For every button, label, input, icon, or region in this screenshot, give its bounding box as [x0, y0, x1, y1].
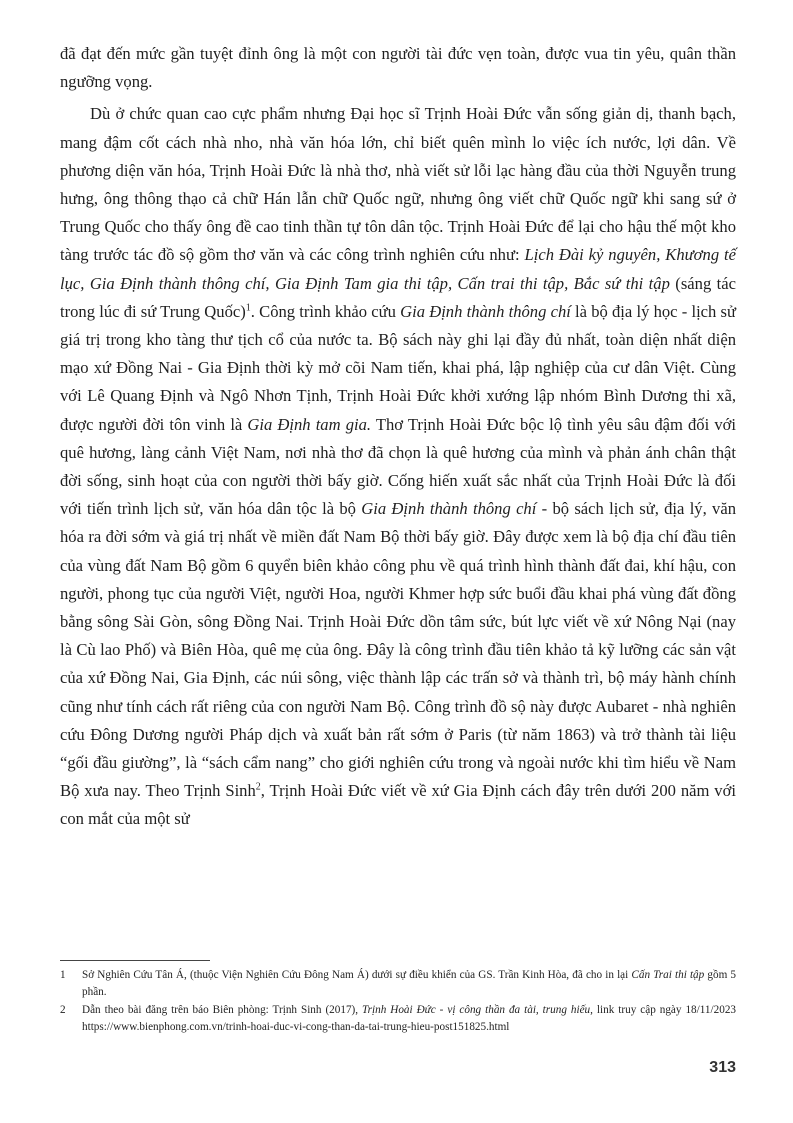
footnote-text: link truy cập ngày 18/11/2023 https://www.bienphong.com.vn/trinh-hoai-duc-vi-cong-than-da-tai-trung-hieu-post151825.html — [82, 1004, 737, 1033]
paragraph-continued: đã đạt đến mức gần tuyệt đỉnh ông là một con người tài đức vẹn toàn, được vua tin yêu, quân thần ngưỡng vọng. — [60, 44, 736, 92]
italic-title-text: Lịch Đài kỷ nguyên, Khương tế lục, Gia Định thành thông chí, Gia Định Tam gia thi tập, Cấn trai thi tập, Bắc sứ thi tập — [60, 245, 736, 293]
page-body — [60, 40, 736, 834]
paragraph-text: - bộ sách lịch sử, địa lý, văn hóa ra đời sớm và giá trị nhất về miền đất Nam Bộ thời bấy giờ. Đây được xem là bộ địa chí đầu tiên của vùng đất Nam Bộ gồm 6 quyển biên khảo công phu về quá trình hình thành đất đai, khí hậu, con người, phong tục của người Việt, người Hoa, người Khmer hợp sức buổi đầu khai phá vùng đất đồng bằng sông Sài Gòn, sông Đồng Nai. Trịnh Hoài Đức dồn tâm sức, bút lực viết về xứ Nông Nại (nay là Cù lao Phố) và Biên Hòa, quê mẹ của ông. Đây là công trình đầu tiên khảo tả kỹ lưỡng các sản vật của xứ Đồng Nai, Gia Định, các núi sông, việc thành lập các trấn sở và thành trì, bộ máy hành chính cũng như tính cách rất riêng của con người Nam Bộ. Công trình đồ sộ này được Aubaret - nhà nghiên cứu Đông Dương người Pháp dịch và xuất bản rất sớm ở Paris (từ năm 1863) và trở thành tài liệu “gối đầu giường”, là “sách cẩm nang” cho giới nghiên cứu trong và ngoài nước khi tìm hiểu về Nam Bộ xưa nay. Theo Trịnh Sinh — [60, 499, 736, 801]
italic-title-text: Gia Định tam gia. — [247, 414, 372, 434]
page-number: 313 — [709, 1059, 736, 1076]
footnote-text: gồm 5 phần. — [82, 969, 737, 998]
footnote-item — [60, 967, 736, 1001]
footnote-text: Dẫn theo bài đăng trên báo Biên phòng: Trịnh Sinh (2017), — [82, 1004, 363, 1016]
footnote-item — [60, 1002, 736, 1036]
footnote-italic-text: Cấn Trai thi tập — [631, 969, 705, 981]
paragraph-text: , Trịnh Hoài Đức viết về xứ Gia Định cách đây trên dưới 200 năm với con mắt của một sử — [60, 781, 736, 829]
paragraph-text: . Công trình khảo cứu — [250, 301, 401, 321]
footnote-number: 1 — [60, 969, 66, 981]
paragraph-text: Dù ở chức quan cao cực phẩm nhưng Đại học sĩ Trịnh Hoài Đức vẫn sống giản dị, thanh bạch, mang đậm cốt cách nhà nho, nhà văn hóa lớn, chỉ biết quên mình lo việc ích nước, lợi dân. Về phương diện văn hóa, Trịnh Hoài Đức là nhà thơ, nhà viết sử lỗi lạc hàng đầu của thời Nguyễn trung hưng, ông thông thạo cả chữ Hán lẫn chữ Quốc ngữ, nhưng ông viết chữ Quốc ngữ khi sang sứ ở Trung Quốc cho thấy ông đề cao tinh thần tự tôn dân tộc. Trịnh Hoài Đức để lại cho hậu thế một kho tàng trước tác đồ sộ gồm thơ văn và các công trình nghiên cứu như: — [60, 104, 736, 265]
footnote-italic-text: Trịnh Hoài Đức - vị công thần đa tài, trung hiếu, — [362, 1004, 593, 1016]
footnotes — [60, 960, 736, 1037]
paragraph-text: (sáng tác trong lúc đi sứ Trung Quốc) — [60, 273, 736, 321]
paragraph-text: Thơ Trịnh Hoài Đức bộc lộ tình yêu sâu đậm đối với quê hương, làng cảnh Việt Nam, nơi nhà thơ đã chọn là quê hương của mình và phản ánh chân thật đời sống, sinh hoạt của con người thời bấy giờ. Cống hiến xuất sắc nhất của Trịnh Hoài Đức là đối với tiến trình lịch sử, văn hóa dân tộc là bộ — [60, 414, 737, 519]
footnote-number: 2 — [60, 1004, 66, 1016]
footnote-list — [60, 967, 736, 1036]
italic-title-text: Gia Định thành thông chí — [361, 499, 537, 519]
footnote-ref[interactable]: 2 — [255, 781, 261, 793]
paragraph-main — [60, 100, 736, 833]
footnote-text: Sở Nghiên Cứu Tân Á, (thuộc Viện Nghiên Cứu Đông Nam Á) dưới sự điều khiển của GS. Trần Kinh Hòa, đã cho in lại — [82, 969, 632, 981]
footnote-rule — [60, 960, 210, 961]
paragraph-text: là bộ địa lý học - lịch sử giá trị trong kho tàng thư tịch cổ của nước ta. Bộ sách này ghi lại đầy đủ nhất, toàn diện nhất diện mạo xứ Đồng Nai - Gia Định thời kỳ mở cõi Nam tiến, khai phá, lập nghiệp của cư dân Việt. Cùng với Lê Quang Định và Ngô Nhơn Tịnh, Trịnh Hoài Đức khởi xướng lập nhóm Bình Dương thi xã, được người đời tôn vinh là — [60, 301, 736, 434]
italic-title-text: Gia Định thành thông chí — [400, 301, 571, 321]
footnote-ref[interactable]: 1 — [245, 302, 251, 314]
